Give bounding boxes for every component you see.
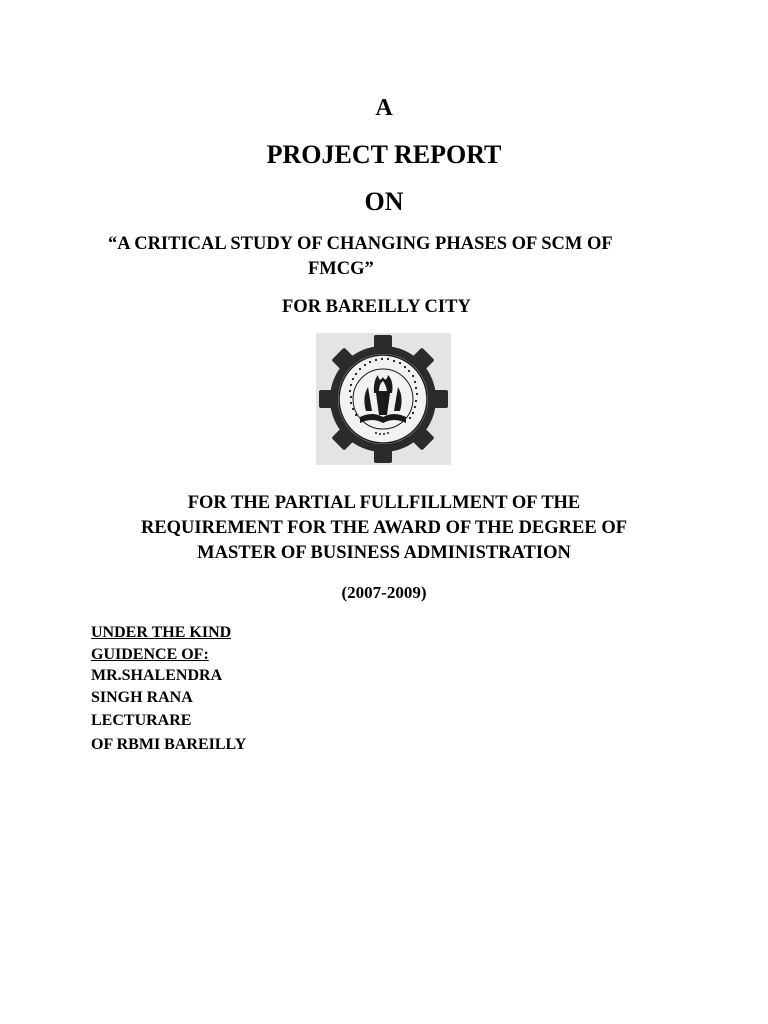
academic-years: (2007-2009)	[341, 583, 427, 602]
guidance-label-line-2: GUIDENCE OF:	[91, 646, 209, 663]
report-title-line-1: “A CRITICAL STUDY OF CHANGING PHASES OF SCM OF	[108, 234, 613, 254]
report-city: FOR BAREILLY CITY	[282, 297, 471, 317]
purpose-line-2: REQUIREMENT FOR THE AWARD OF THE DEGREE OF	[140, 518, 628, 538]
institute-gear-emblem-icon	[316, 333, 451, 465]
guide-institute: OF RBMI BAREILLY	[91, 736, 247, 753]
guide-name-line-2: SINGH RANA	[91, 689, 193, 706]
institute-logo	[316, 333, 451, 465]
purpose-line-3: MASTER OF BUSINESS ADMINISTRATION	[197, 543, 571, 563]
heading-on: ON	[364, 187, 404, 216]
guide-designation: LECTURARE	[91, 712, 192, 729]
heading-project-report: PROJECT REPORT	[266, 140, 502, 169]
report-title-line-2: FMCG”	[308, 259, 374, 279]
purpose-line-1: FOR THE PARTIAL FULLFILLMENT OF THE	[187, 493, 581, 513]
heading-a: A	[375, 95, 393, 121]
guide-name-line-1: MR.SHALENDRA	[91, 667, 223, 684]
guidance-label-line-1: UNDER THE KIND	[91, 624, 232, 641]
